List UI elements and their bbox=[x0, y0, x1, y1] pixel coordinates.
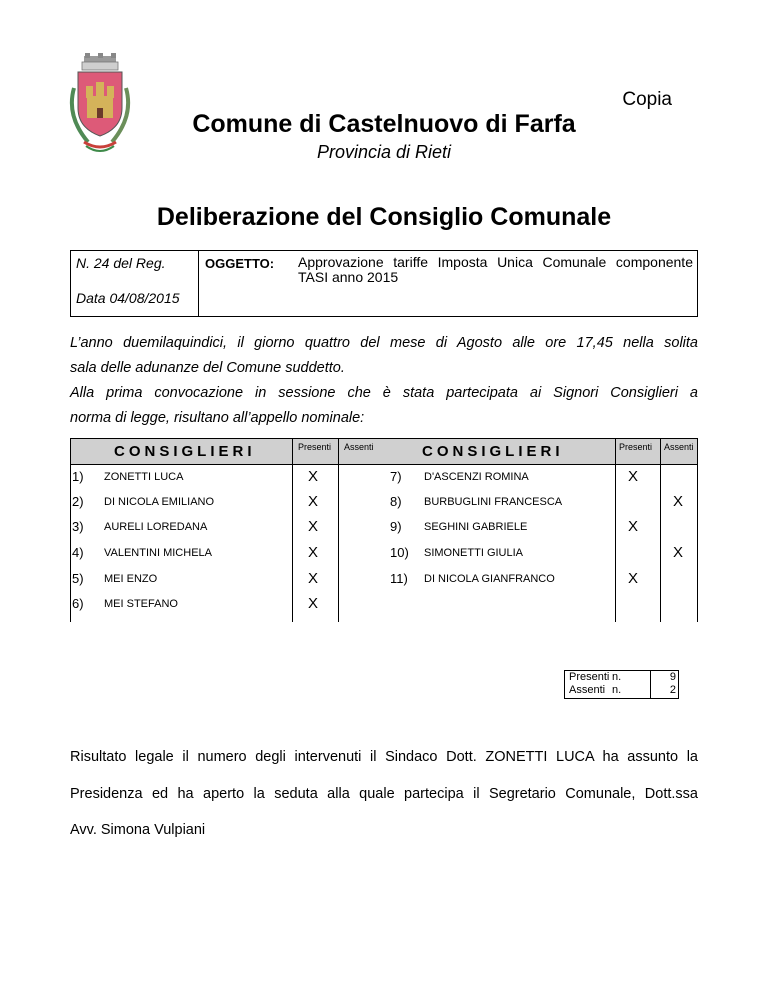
header-present-right: Presenti bbox=[619, 442, 653, 452]
subject-label: OGGETTO: bbox=[205, 256, 275, 271]
councillor-name: SEGHINI GABRIELE bbox=[424, 521, 528, 533]
councillor-name: AURELI LOREDANA bbox=[104, 521, 208, 533]
councillor-number: 9) bbox=[390, 519, 402, 534]
present-mark: X bbox=[308, 544, 319, 561]
table-vline bbox=[660, 438, 661, 622]
result-line: Presidenza ed ha aperto la seduta alla quale partecipa il Segretario Comunale, Dott.ssa bbox=[70, 786, 698, 802]
intro-line: sala delle adunanze del Comune suddetto. bbox=[70, 360, 345, 376]
councillor-number: 1) bbox=[72, 469, 84, 484]
absent-mark: X bbox=[673, 493, 684, 510]
deliberation-date: Data 04/08/2015 bbox=[76, 290, 180, 306]
subject-text: Approvazione tariffe Imposta Unica Comunale componente TASI anno 2015 bbox=[298, 254, 693, 285]
councillor-number: 7) bbox=[390, 469, 402, 484]
table-vline bbox=[338, 438, 339, 622]
registry-number: N. 24 del Reg. bbox=[76, 255, 166, 271]
totals-absent-count: 2 bbox=[669, 684, 676, 696]
councillor-name: SIMONETTI GIULIA bbox=[424, 547, 524, 559]
table-vline bbox=[615, 438, 616, 622]
councillor-number: 2) bbox=[72, 494, 84, 509]
result-line: Risultato legale il numero degli intervenuti il Sindaco Dott. ZONETTI LUCA ha assunto la bbox=[70, 749, 698, 765]
councillor-number: 11) bbox=[390, 571, 408, 586]
council-table bbox=[70, 438, 698, 622]
intro-line: Alla prima convocazione in sessione che è stata partecipata ai Signori Consiglieri a bbox=[70, 385, 698, 401]
intro-line: L’anno duemilaquindici, il giorno quattro del mese di Agosto alle ore 17,45 nella solita bbox=[70, 335, 698, 351]
councillor-number: 5) bbox=[72, 571, 84, 586]
councillor-name: MEI ENZO bbox=[104, 573, 158, 585]
table-vline bbox=[697, 438, 698, 622]
absent-mark: X bbox=[673, 544, 684, 561]
present-mark: X bbox=[308, 570, 319, 587]
present-mark: X bbox=[308, 518, 319, 535]
document-title: Deliberazione del Consiglio Comunale bbox=[156, 203, 612, 231]
table-vline bbox=[292, 438, 293, 622]
councillor-name: ZONETTI LUCA bbox=[104, 471, 184, 483]
present-mark: X bbox=[628, 518, 639, 535]
municipal-crest-logo bbox=[58, 52, 134, 160]
councillor-name: DI NICOLA GIANFRANCO bbox=[424, 573, 555, 585]
header-consiglieri-right: CONSIGLIERI bbox=[422, 443, 564, 460]
province-name: Provincia di Rieti bbox=[316, 142, 452, 162]
result-line: Avv. Simona Vulpiani bbox=[70, 822, 206, 838]
councillor-number: 4) bbox=[72, 545, 84, 560]
present-mark: X bbox=[308, 493, 319, 510]
councillor-name: DI NICOLA EMILIANO bbox=[104, 496, 215, 508]
totals-present-count: 9 bbox=[669, 671, 676, 683]
header-consiglieri-left: CONSIGLIERI bbox=[114, 443, 256, 460]
header-absent-left: Assenti bbox=[344, 442, 374, 452]
councillor-number: 6) bbox=[72, 596, 84, 611]
present-mark: X bbox=[628, 570, 639, 587]
copy-label: Copia bbox=[622, 89, 672, 110]
totals-n-label: n. bbox=[612, 684, 622, 696]
intro-line: norma di legge, risultano all’appello nominale: bbox=[70, 410, 365, 426]
councillor-number: 8) bbox=[390, 494, 402, 509]
totals-absent-label: Assenti bbox=[569, 684, 606, 696]
present-mark: X bbox=[308, 468, 319, 485]
header-absent-right: Assenti bbox=[664, 442, 694, 452]
councillor-name: D'ASCENZI ROMINA bbox=[424, 471, 529, 483]
subject-box-divider bbox=[198, 250, 199, 317]
totals-present-label: Presenti bbox=[569, 671, 610, 683]
totals-n-label: n. bbox=[612, 671, 622, 683]
councillor-name: BURBUGLINI FRANCESCA bbox=[424, 496, 563, 508]
councillor-name: MEI STEFANO bbox=[104, 598, 178, 610]
totals-divider bbox=[650, 670, 651, 699]
header-present-left: Presenti bbox=[298, 442, 332, 452]
municipality-name: Comune di Castelnuovo di Farfa bbox=[192, 110, 576, 138]
present-mark: X bbox=[628, 468, 639, 485]
councillor-name: VALENTINI MICHELA bbox=[104, 547, 212, 559]
councillor-number: 10) bbox=[390, 545, 409, 560]
present-mark: X bbox=[308, 595, 319, 612]
councillor-number: 3) bbox=[72, 519, 84, 534]
table-vline bbox=[70, 438, 71, 622]
